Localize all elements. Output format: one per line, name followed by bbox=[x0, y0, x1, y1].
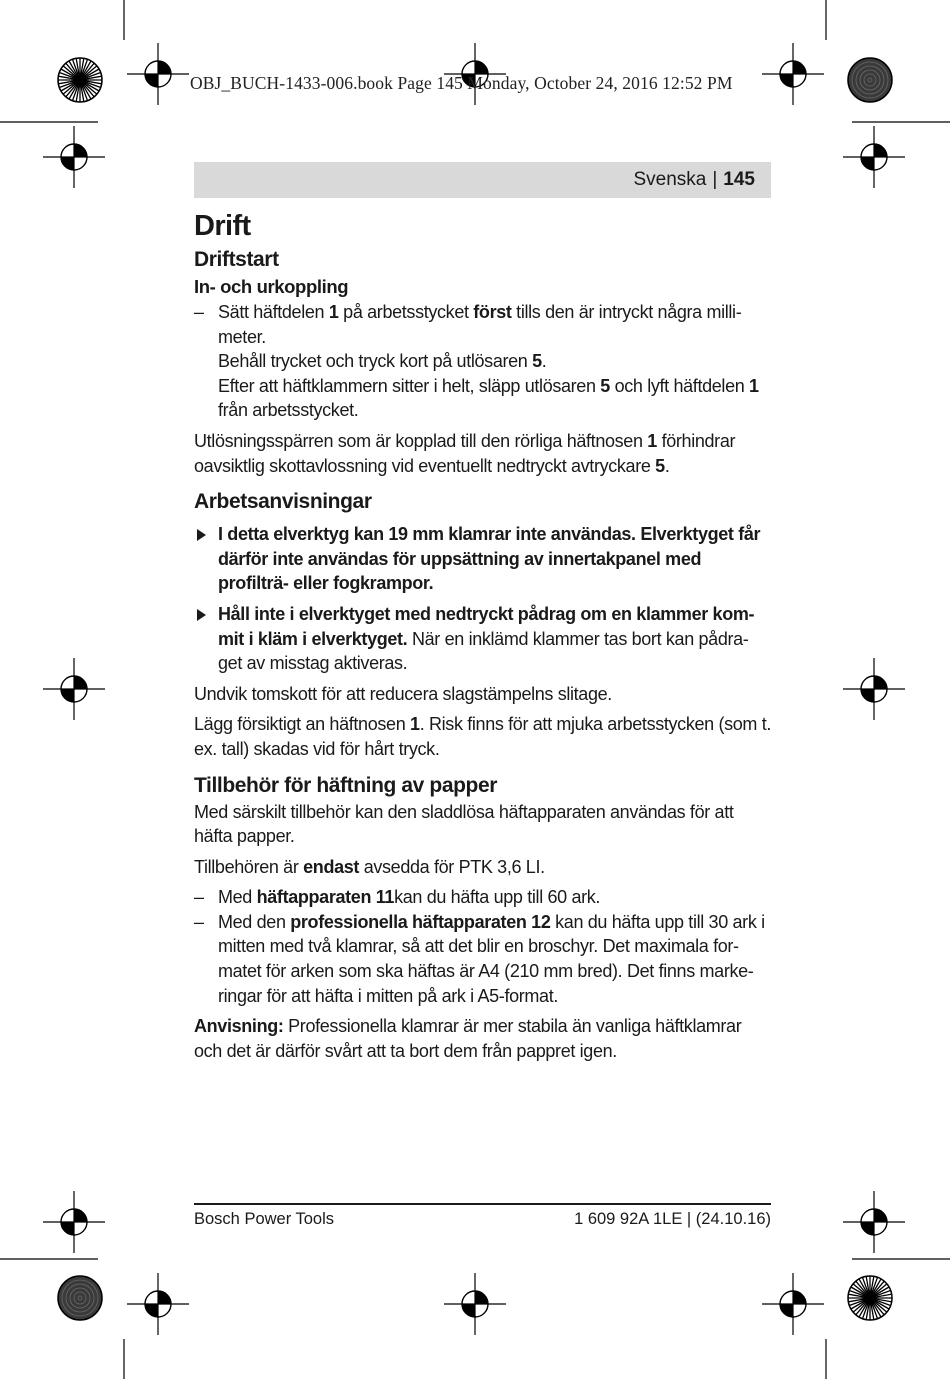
registration-crosshair bbox=[762, 43, 824, 105]
subsection-title: Driftstart bbox=[194, 248, 279, 271]
registration-crosshair bbox=[43, 658, 105, 720]
subsubsection-title: In- och urkoppling bbox=[194, 276, 349, 297]
subsection-title: Arbetsanvisningar bbox=[194, 490, 372, 514]
starburst-target bbox=[848, 1276, 892, 1320]
language-page-bar bbox=[194, 162, 771, 198]
registration-crosshair bbox=[127, 1273, 189, 1335]
body-paragraph: Tillbehören är endast avsedda för PTK 3,6 LI. bbox=[194, 856, 545, 877]
registration-crosshair bbox=[843, 1191, 905, 1253]
body-paragraph: Undvik tomskott för att reducera slagstämpelns slitage. bbox=[194, 683, 612, 704]
registration-crosshair bbox=[444, 1273, 506, 1335]
body-paragraph: Lägg försiktigt an häftnosen 1. Risk finns för att mjuka arbetsstycken (som t. ex. tall) skadas vid för hårt tryck. bbox=[194, 714, 772, 759]
warning-triangle-icon bbox=[197, 609, 206, 621]
subsection-title: Tillbehör för häftning av papper bbox=[194, 773, 497, 797]
footer-rule bbox=[194, 1203, 771, 1205]
body-paragraph: Utlösningsspärren som är kopplad till den rörliga häftnosen 1 förhindrar oavsiktlig skottavlossning vid eventuellt nedtryckt avtryckare 5. bbox=[194, 430, 736, 476]
separator: | bbox=[712, 169, 718, 190]
density-target bbox=[848, 58, 892, 102]
print-job-header: OBJ_BUCH-1433-006.book Page 145 Monday, October 24, 2016 12:52 PM bbox=[190, 73, 733, 93]
starburst-target bbox=[58, 58, 102, 102]
registration-crosshair bbox=[843, 126, 905, 188]
warning-item: I detta elverktyg kan 19 mm klamrar inte användas. Elverktyget får därför inte användas för uppsättning av innertakpanel med profilträ- eller fogkrampor. bbox=[194, 522, 771, 596]
warning-triangle-icon bbox=[197, 529, 206, 541]
footer-doc-code: 1 609 92A 1LE | (24.10.16) bbox=[574, 1210, 771, 1228]
registration-crosshair bbox=[43, 126, 105, 188]
page-number: 145 bbox=[723, 169, 755, 190]
registration-crosshair bbox=[43, 1191, 105, 1253]
registration-crosshair bbox=[762, 1273, 824, 1335]
step-continuation: Behåll trycket och tryck kort på utlösaren 5. bbox=[218, 351, 547, 372]
language-label: Svenska bbox=[633, 169, 707, 190]
footer-publisher: Bosch Power Tools bbox=[194, 1210, 335, 1228]
warning-item: Håll inte i elverktyget med nedtryckt pådrag om en klammer kom-mit i kläm i elverktyget. När en inklämd klammer tas bort kan pådra-get av misstag aktiveras. bbox=[194, 602, 771, 676]
density-target bbox=[58, 1276, 102, 1320]
note-paragraph: Anvisning: Professionella klamrar är mer stabila än vanliga häftklamrar och det är därför svårt att ta bort dem från pappret igen. bbox=[194, 1016, 742, 1061]
main-content bbox=[194, 206, 771, 1063]
step-item: – Sätt häftdelen 1 på arbetsstycket först tills den är intryckt några milli-meter. bbox=[194, 300, 771, 349]
section-title: Drift bbox=[194, 210, 251, 242]
registration-crosshair bbox=[843, 658, 905, 720]
body-paragraph: Med särskilt tillbehör kan den sladdlösa häftapparaten användas för att häfta papper. bbox=[194, 801, 734, 847]
registration-crosshair bbox=[127, 43, 189, 105]
list-item: – Med den professionella häftapparaten 12 kan du häfta upp till 30 ark i mitten med två klamrar, så att det blir en broschyr. Det maximala for-matet för arken som ska häftas är A4 (210 mm bred). Det finns marke-ringar för att häfta i mitten på ark i A5-format. bbox=[194, 910, 771, 1008]
list-item: – Med häftapparaten 11kan du häfta upp till 60 ark. bbox=[194, 885, 771, 910]
step-continuation: Efter att häftklammern sitter i helt, släpp utlösaren 5 och lyft häftdelen 1 från arbetsstycket. bbox=[218, 375, 759, 421]
